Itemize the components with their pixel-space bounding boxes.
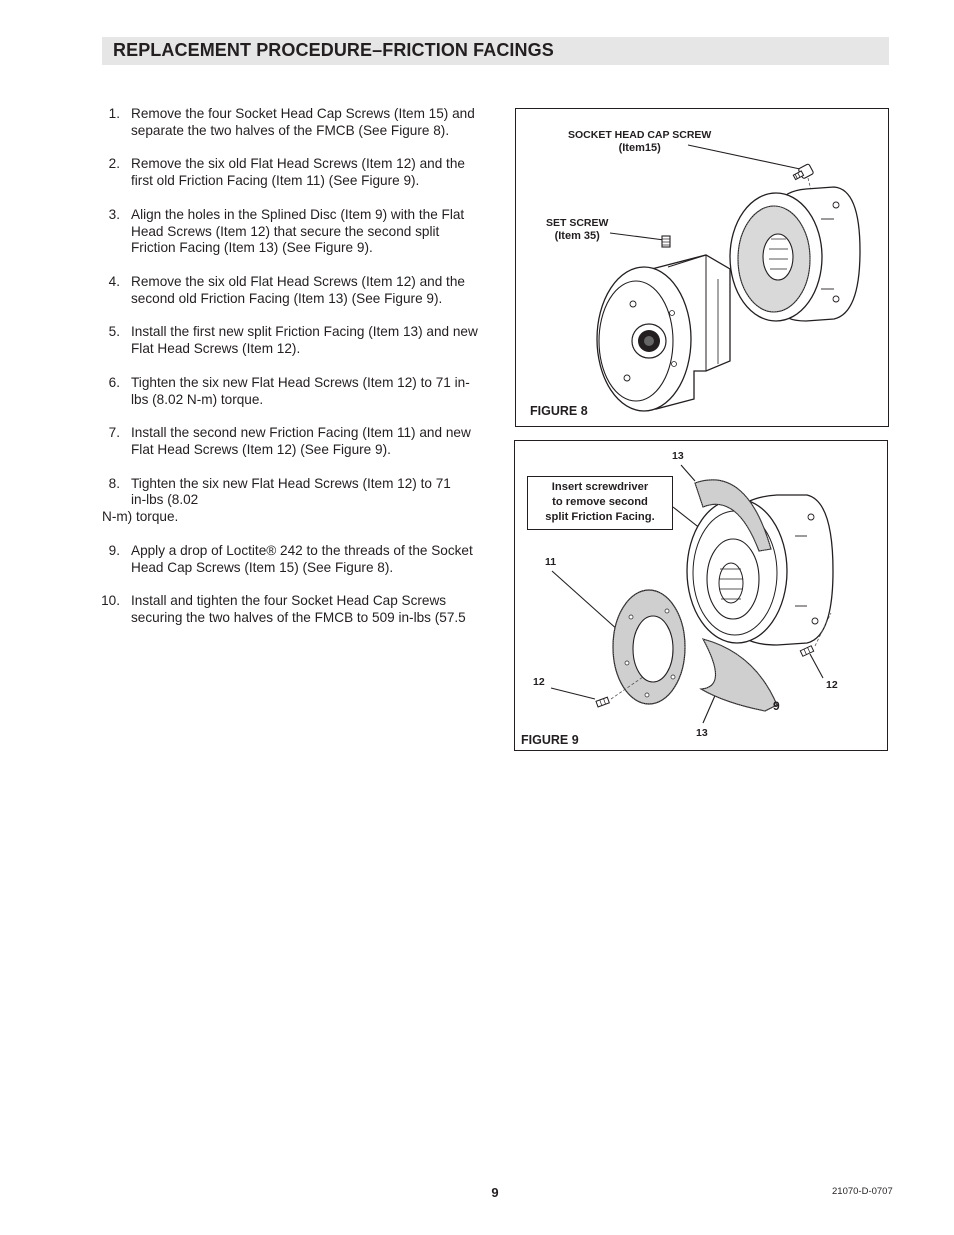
step-number: 2. [108, 156, 120, 172]
figure-8 [515, 108, 889, 427]
figure-8-label: FIGURE 8 [530, 404, 588, 418]
leader-11 [552, 571, 619, 631]
step-item [102, 476, 482, 526]
leader-13-top [681, 465, 695, 481]
callout-set-screw [546, 217, 608, 243]
step-item [102, 156, 482, 190]
screwdriver-note [527, 476, 673, 530]
callout-13-bottom: 13 [696, 727, 708, 739]
step-text: Remove the six old Flat Head Screws (Item 12) and the second old Friction Facing (Item 13) (See Figure 9). [131, 273, 465, 306]
step-item [102, 324, 482, 358]
step-text: Install the second new Friction Facing (Item 11) and new Flat Head Screws (Item 12) (See Figure 9). [131, 425, 471, 457]
step-text: Remove the four Socket Head Cap Screws (Item 15) and separate the two halves of the FMCB (See Figure 8). [131, 106, 475, 138]
front-hub-half [597, 255, 730, 411]
step-item [102, 106, 482, 140]
callout-11: 11 [545, 556, 557, 568]
step-number: 8. [108, 475, 120, 491]
document-code: 21070-D-0707 [832, 1186, 893, 1197]
set-screw [662, 236, 670, 247]
callout-line: (Item15) [618, 142, 661, 154]
page-number: 9 [491, 1185, 499, 1200]
callout-line: SOCKET HEAD CAP SCREW [568, 129, 712, 141]
figure-9-label: FIGURE 9 [521, 733, 579, 747]
callout-9: 9 [773, 699, 780, 713]
step-text: Install the first new split Friction Facing (Item 13) and new Flat Head Screws (Item 12). [131, 324, 478, 357]
step-number: 4. [108, 273, 120, 289]
step-item [102, 274, 482, 308]
step-text-line: Tighten the six new Flat Head Screws (Item 12) to 71 [131, 475, 451, 491]
socket-head-cap-screw [792, 164, 814, 183]
step-number: 10. [101, 593, 120, 609]
callout-13-top: 13 [672, 450, 684, 462]
section-header-bar [102, 37, 889, 65]
hub-assembly [687, 495, 833, 645]
flat-head-screw-right [800, 646, 813, 657]
callout-line: SET SCREW [546, 217, 609, 229]
step-item [102, 543, 482, 577]
note-line: to remove second [552, 496, 648, 508]
procedure-steps [102, 106, 482, 644]
step-text: Install and tighten the four Socket Head Cap Screws securing the two halves of the FMCB to 509 in-lbs (57.5 [131, 593, 466, 625]
callout-line: (Item 35) [554, 230, 600, 242]
leader-12-left [551, 688, 595, 699]
callout-12-left: 12 [533, 676, 545, 688]
step-number: 5. [108, 324, 120, 340]
step-text: Tighten the six new Flat Head Screws (Item 12) to 71 in-lbs (8.02 N-m) torque. [131, 374, 470, 407]
figure-8-illustration [516, 109, 888, 426]
section-title: REPLACEMENT PROCEDURE–FRICTION FACINGS [113, 40, 554, 60]
note-line: split Friction Facing. [545, 511, 655, 523]
step-text-line: in-lbs (8.02 [131, 492, 199, 508]
step-text-line: N-m) torque. [102, 509, 179, 525]
leader-12-right [810, 654, 823, 678]
flat-head-screw-left [596, 697, 609, 707]
step-item [102, 425, 482, 459]
step-number: 1. [108, 106, 120, 121]
step-number: 9. [108, 542, 120, 558]
step-item [102, 375, 482, 409]
step-number: 7. [108, 425, 120, 441]
step-text: Apply a drop of Loctite® 242 to the threads of the Socket Head Cap Screws (Item 15) (See Figure 8). [131, 542, 473, 575]
callout-12-right: 12 [826, 679, 838, 691]
step-number: 3. [108, 206, 120, 222]
step-item [102, 207, 482, 257]
rear-hub-half [730, 187, 860, 321]
step-number: 6. [108, 374, 120, 390]
step-item [102, 593, 482, 627]
setscrew-leader-line [610, 233, 664, 240]
step-text: Align the holes in the Splined Disc (Item 9) with the Flat Head Screws (Item 12) that secure the second split Friction Facing (Item 13) (See Figure 9). [131, 206, 465, 256]
step-text: Remove the six old Flat Head Screws (Item 12) and the first old Friction Facing (Item 11) (See Figure 9). [131, 156, 465, 189]
figure-9 [514, 440, 888, 751]
note-line: Insert screwdriver [551, 481, 649, 493]
friction-facing-ring [613, 590, 685, 704]
callout-socket-head-cap-screw [568, 129, 711, 155]
